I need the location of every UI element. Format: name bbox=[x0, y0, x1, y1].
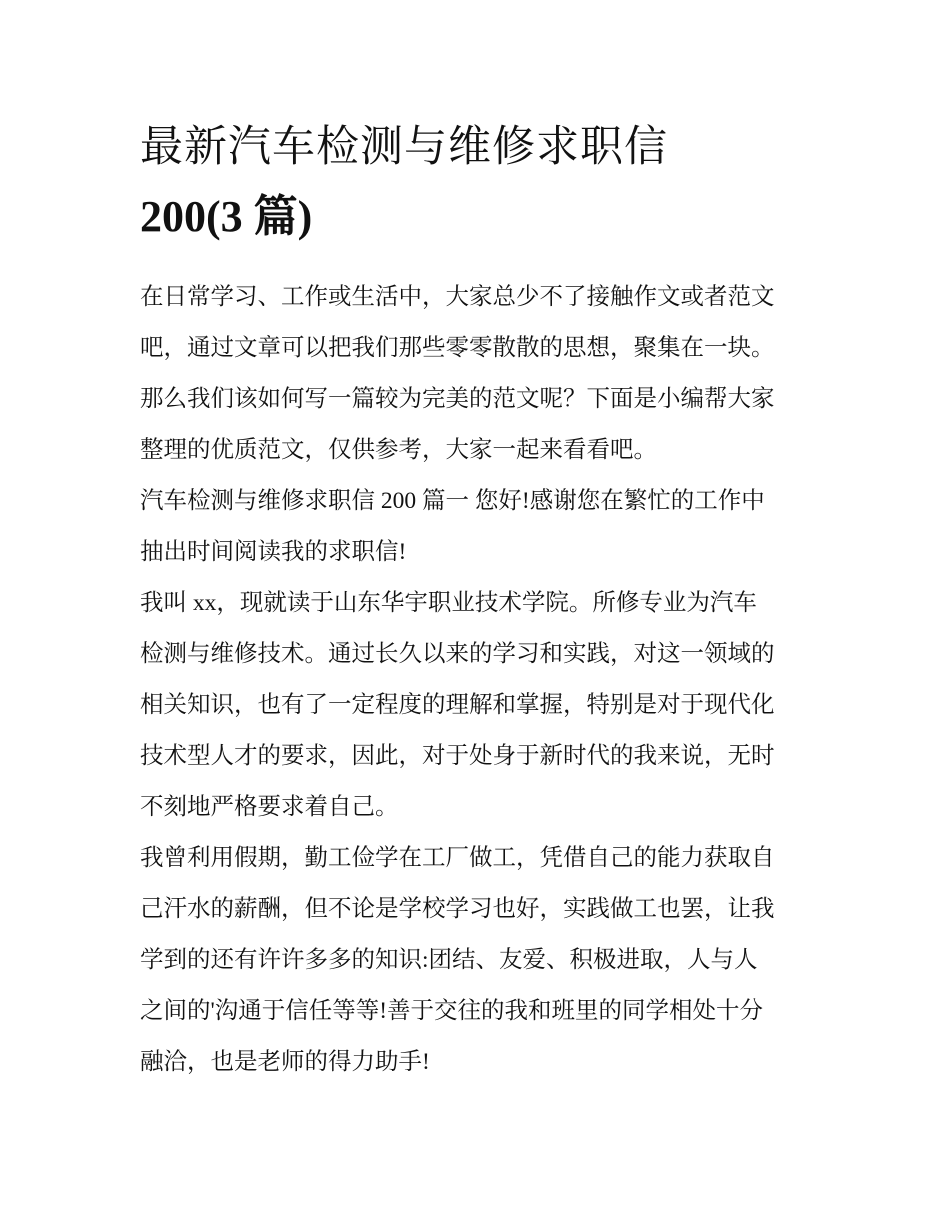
text-line: 整理的优质范文，仅供参考，大家一起来看看吧。 bbox=[140, 437, 657, 463]
title-line: 最新汽车检测与维修求职信 bbox=[140, 122, 668, 172]
paragraph-greeting bbox=[140, 476, 830, 578]
title-line: 200(3 篇) bbox=[140, 192, 313, 241]
text-line: 学到的还有许许多多的知识:团结、友爱、积极进取，人与人 bbox=[140, 947, 758, 973]
text-line: 我曾利用假期，勤工俭学在工厂做工，凭借自己的能力获取自 bbox=[140, 845, 775, 871]
text-line: 融洽，也是老师的得力助手! bbox=[140, 1049, 430, 1075]
text-line: 我叫 xx，现就读于山东华宇职业技术学院。所修专业为汽车 bbox=[140, 590, 757, 616]
text-line: 抽出时间阅读我的求职信! bbox=[140, 539, 407, 565]
text-line: 不刻地严格要求着自己。 bbox=[140, 794, 399, 820]
paragraph-introduction bbox=[140, 578, 830, 833]
text-line: 之间的'沟通于信任等等!善于交往的我和班里的同学相处十分 bbox=[140, 998, 764, 1024]
document-body bbox=[140, 272, 830, 1088]
document-title bbox=[140, 112, 830, 252]
paragraph-experience bbox=[140, 833, 830, 1088]
paragraph-intro bbox=[140, 272, 830, 476]
text-line: 检测与维修技术。通过长久以来的学习和实践，对这一领域的 bbox=[140, 641, 775, 667]
text-line: 吧，通过文章可以把我们那些零零散散的思想，聚集在一块。 bbox=[140, 335, 775, 361]
text-line: 技术型人才的要求，因此，对于处身于新时代的我来说，无时 bbox=[140, 743, 775, 769]
text-line: 在日常学习、工作或生活中，大家总少不了接触作文或者范文 bbox=[140, 284, 775, 310]
text-line: 己汗水的薪酬，但不论是学校学习也好，实践做工也罢，让我 bbox=[140, 896, 775, 922]
document-content bbox=[140, 112, 830, 1088]
text-line: 相关知识，也有了一定程度的理解和掌握，特别是对于现代化 bbox=[140, 692, 775, 718]
text-line: 那么我们该如何写一篇较为完美的范文呢？下面是小编帮大家 bbox=[140, 386, 775, 412]
text-line: 汽车检测与维修求职信 200 篇一 您好!感谢您在繁忙的工作中 bbox=[140, 488, 765, 514]
